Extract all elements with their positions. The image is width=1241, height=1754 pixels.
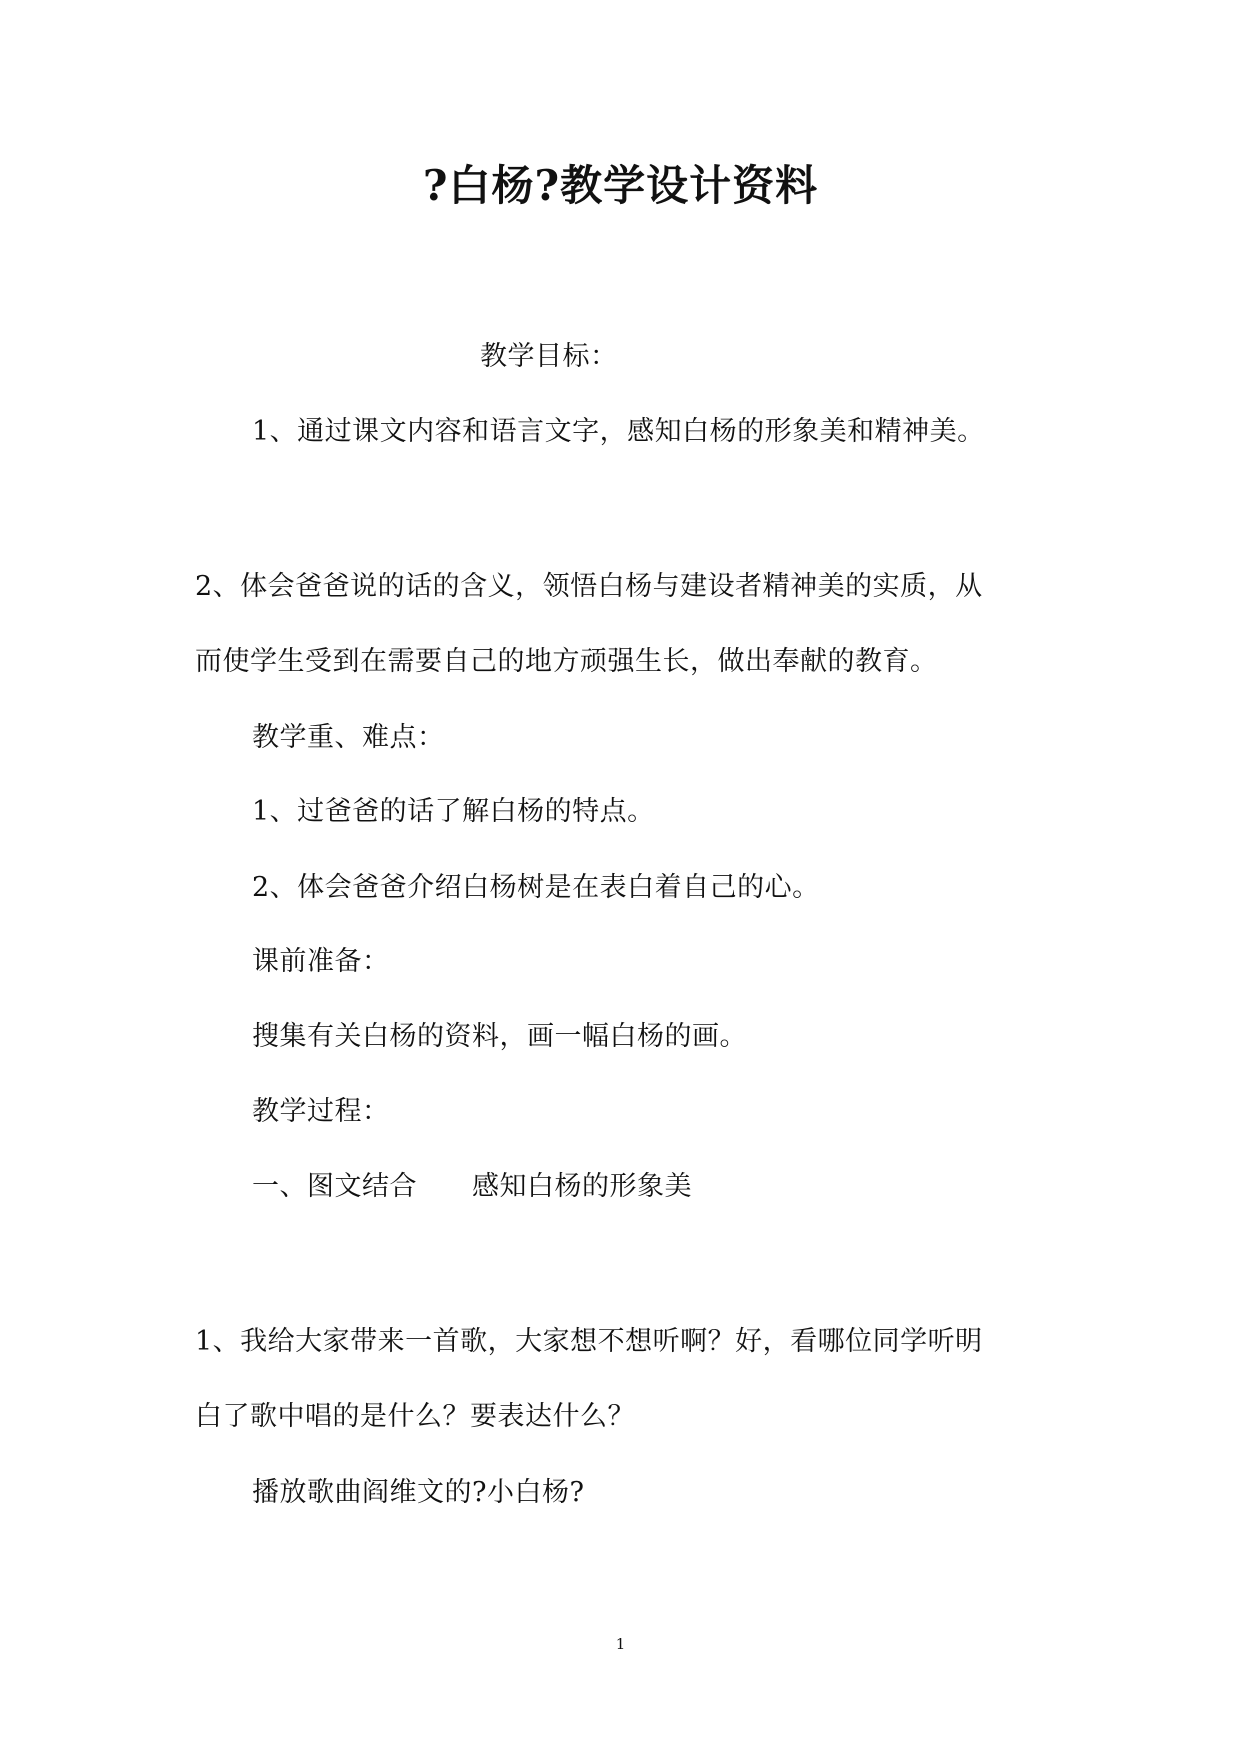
section-heading-key-points: 教学重、难点： <box>252 722 445 753</box>
section-heading-process: 教学过程： <box>252 1096 390 1127</box>
preparation-text: 搜集有关白杨的资料，画一幅白杨的画。 <box>252 1021 747 1052</box>
objective-2-line-1: 2、体会爸爸说的话的含义，领悟白杨与建设者精神美的实质，从 <box>195 571 983 602</box>
key-point-2: 2、体会爸爸介绍白杨树是在表白着自己的心。 <box>252 872 820 903</box>
objective-1: 1、通过课文内容和语言文字，感知白杨的形象美和精神美。 <box>252 416 985 447</box>
document-title: ?白杨?教学设计资料 <box>422 161 819 210</box>
section-heading-preparation: 课前准备： <box>252 946 390 977</box>
process-item-1-activity: 播放歌曲阎维文的?小白杨? <box>252 1477 585 1508</box>
process-item-1-line-2: 白了歌中唱的是什么？要表达什么？ <box>195 1401 635 1432</box>
key-point-1: 1、过爸爸的话了解白杨的特点。 <box>252 796 655 827</box>
process-step-1-heading: 一、图文结合 感知白杨的形象美 <box>252 1171 692 1202</box>
process-item-1-line-1: 1、我给大家带来一首歌，大家想不想听啊？好，看哪位同学听明 <box>195 1326 983 1357</box>
page-number: 1 <box>615 1635 626 1653</box>
objective-2-line-2: 而使学生受到在需要自己的地方顽强生长，做出奉献的教育。 <box>195 646 938 677</box>
section-heading-objectives: 教学目标： <box>480 341 618 372</box>
